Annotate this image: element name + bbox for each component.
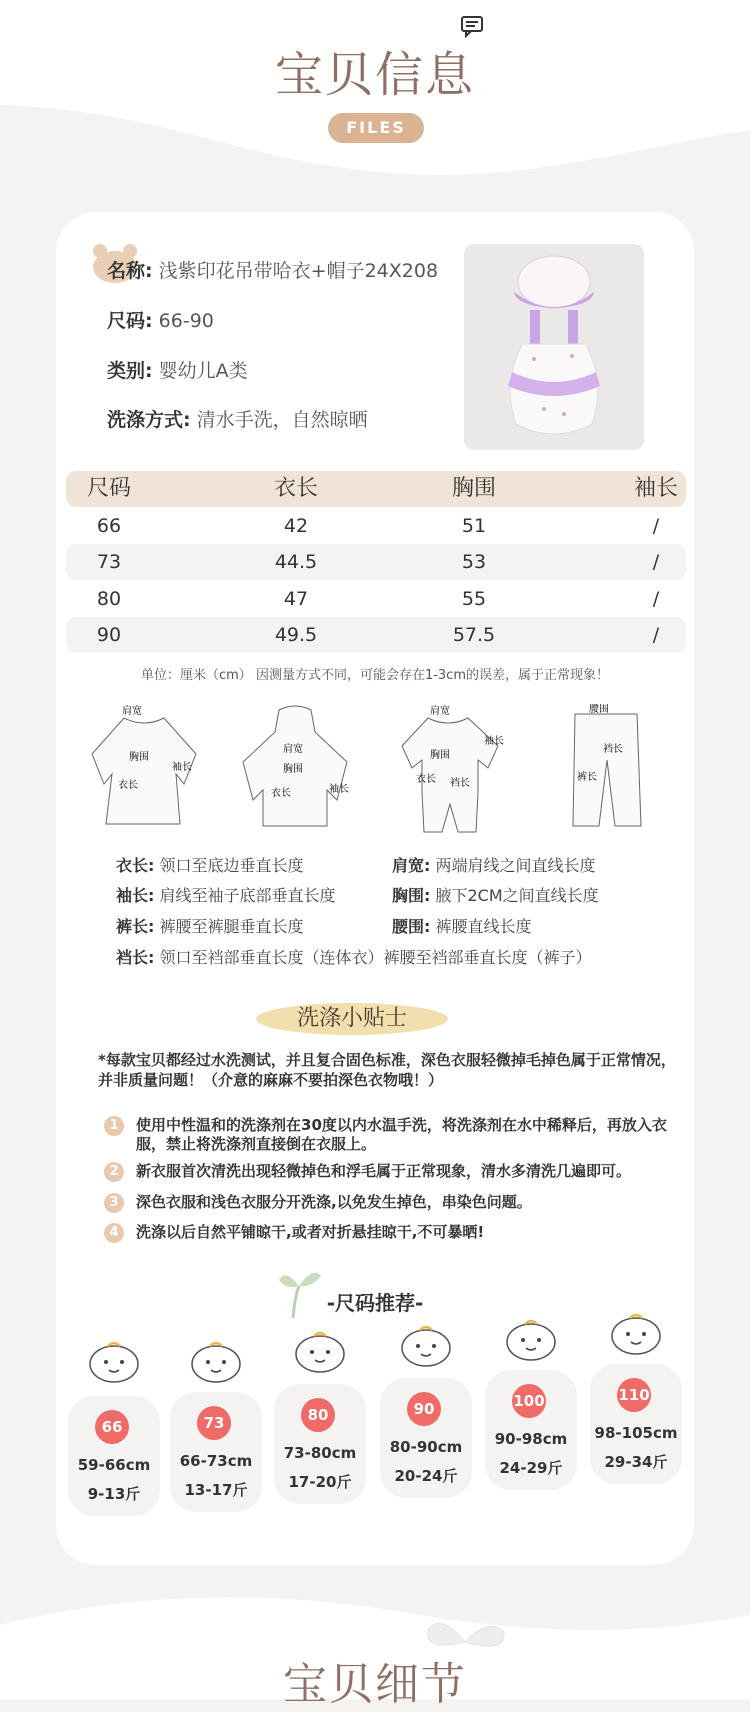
svg-text:胸围: 胸围 bbox=[129, 752, 149, 763]
info-category: 类别: 婴幼儿A类 bbox=[107, 360, 248, 382]
info-size: 尺码: 66-90 bbox=[107, 310, 214, 332]
baby-face-icon bbox=[400, 1326, 452, 1368]
chat-icon[interactable] bbox=[460, 14, 484, 38]
measurement-note: 单位：厘米（cm） 因测量方式不同，可能会存在1-3cm的误差，属于正常现象！ bbox=[141, 668, 609, 683]
table-row: 66 42 51 / bbox=[96, 515, 660, 537]
svg-text:衣长: 衣长 bbox=[118, 780, 138, 791]
definition-item: 腰围: 裤腰直线长度 bbox=[392, 917, 532, 936]
svg-text:袖长: 袖长 bbox=[329, 784, 349, 795]
info-name: 名称: 浅紫印花吊带哈衣+帽子24X208 bbox=[107, 260, 439, 282]
definition-item: 衣长: 领口至底边垂直长度 bbox=[116, 856, 304, 875]
size-recommend-card: 90 80-90cm 20-24斤 bbox=[380, 1378, 472, 1498]
svg-text:袖长: 袖长 bbox=[484, 736, 504, 747]
baby-face-icon bbox=[610, 1314, 662, 1356]
baby-face-icon bbox=[505, 1320, 557, 1362]
svg-text:肩宽: 肩宽 bbox=[430, 706, 450, 717]
size-recommend-title: -尺码推荐- bbox=[326, 1291, 424, 1315]
svg-text:胸围: 胸围 bbox=[430, 750, 450, 761]
svg-text:衣长: 衣长 bbox=[416, 774, 436, 785]
svg-text:衣长: 衣长 bbox=[271, 788, 291, 799]
svg-text:裆长: 裆长 bbox=[603, 744, 623, 755]
svg-text:肩宽: 肩宽 bbox=[283, 744, 303, 755]
wash-tips-title: 洗涤小贴士 bbox=[256, 1003, 448, 1035]
table-row: 73 44.5 53 / bbox=[66, 544, 686, 580]
page-title: 宝贝信息 bbox=[274, 47, 475, 103]
baby-face-icon bbox=[88, 1342, 140, 1384]
hoodie-diagram bbox=[233, 704, 358, 834]
table-row: 80 47 55 / bbox=[96, 588, 660, 610]
definition-item: 胸围: 腋下2CM之间直线长度 bbox=[392, 886, 599, 905]
svg-text:肩宽: 肩宽 bbox=[122, 706, 142, 717]
pants-diagram bbox=[567, 704, 647, 834]
size-recommend-card: 110 98-105cm 29-34斤 bbox=[590, 1364, 682, 1484]
dress-diagram bbox=[84, 704, 204, 834]
svg-text:裆长: 裆长 bbox=[450, 778, 470, 789]
baby-face-icon bbox=[294, 1332, 346, 1374]
size-recommend-card: 66 59-66cm 9-13斤 bbox=[68, 1396, 160, 1516]
size-recommend-card: 80 73-80cm 17-20斤 bbox=[274, 1384, 366, 1504]
definition-item: 肩宽: 两端肩线之间直线长度 bbox=[392, 856, 596, 875]
detail-title: 宝贝细节 bbox=[283, 1659, 467, 1710]
definition-item: 袖长: 肩线至袖子底部垂直长度 bbox=[116, 886, 336, 905]
header-wave bbox=[0, 0, 750, 210]
svg-text:裤长: 裤长 bbox=[577, 772, 597, 783]
svg-text:袖长: 袖长 bbox=[172, 762, 192, 773]
romper-diagram bbox=[388, 704, 513, 834]
info-wash: 洗涤方式: 清水手洗，自然晾晒 bbox=[107, 409, 368, 431]
table-row: 90 49.5 57.5 / bbox=[66, 617, 686, 653]
size-table-header: 尺码 衣长 胸围 袖长 bbox=[66, 471, 686, 507]
size-recommend-card: 73 66-73cm 13-17斤 bbox=[170, 1392, 262, 1512]
files-badge: FILES bbox=[328, 113, 424, 143]
definition-item: 裆长: 领口至裆部垂直长度（连体衣）裤腰至裆部垂直长度（裤子） bbox=[116, 948, 592, 967]
svg-text:腰围: 腰围 bbox=[589, 704, 609, 715]
product-photo bbox=[464, 244, 644, 450]
baby-face-icon bbox=[190, 1342, 242, 1384]
definition-item: 裤长: 裤腰至裤腿垂直长度 bbox=[116, 917, 304, 936]
svg-text:胸围: 胸围 bbox=[283, 764, 303, 775]
wash-intro: *每款宝贝都经过水洗测试，并且复合固色标准，深色衣服轻微掉毛掉色属于正常情况，并非质量问题！（介意的麻麻不要拍深色衣物哦！） bbox=[98, 1051, 676, 1089]
size-recommend-card: 100 90-98cm 24-29斤 bbox=[485, 1370, 577, 1490]
